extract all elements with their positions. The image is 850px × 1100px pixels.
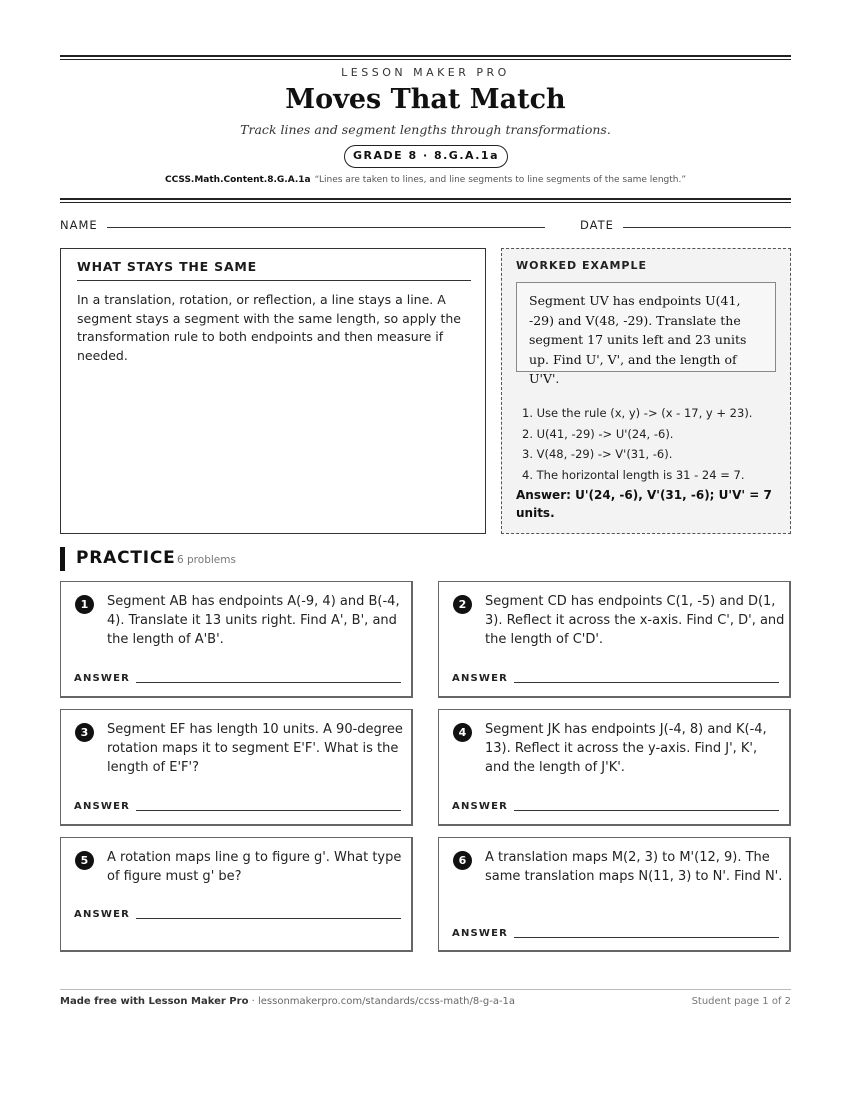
worksheet-subtitle: Track lines and segment lengths through transformations.	[240, 122, 611, 137]
problem-text: Segment JK has endpoints J(-4, 8) and K(-4, 13). Reflect it across the y-axis. Find J', K', and the length of J'K'.	[485, 722, 767, 775]
footer-url[interactable]: · lessonmakerpro.com/standards/ccss-math/8-g-a-1a	[248, 996, 516, 1007]
worked-example-step: 2. U(41, -29) -> U'(24, -6).	[522, 426, 674, 441]
problem-card-5	[60, 837, 413, 952]
header-bottom-rule	[60, 198, 791, 203]
answer-label: ANSWER	[452, 801, 509, 812]
problem-text: A translation maps M(2, 3) to M'(12, 9). The same translation maps N(11, 3) to N'. Find N'.	[485, 850, 783, 884]
problem-number: 1	[75, 595, 94, 614]
problem-number: 3	[75, 723, 94, 742]
problem-number: 2	[453, 595, 472, 614]
worked-example-problem: Segment UV has endpoints U(41, -29) and V(48, -29). Translate the segment 17 units left and 23 units up. Find U', V', and the length of U'V'.	[516, 282, 776, 372]
answer-label: ANSWER	[74, 673, 131, 684]
problem-card-1	[60, 581, 413, 698]
standard-code: CCSS.Math.Content.8.G.A.1a	[164, 175, 311, 185]
practice-accent-bar	[60, 547, 65, 571]
standard-text: “Lines are taken to lines, and line segments to line segments of the same length.”	[314, 175, 686, 185]
concept-box	[60, 248, 486, 534]
name-field[interactable]	[107, 227, 545, 228]
worked-example-heading: WORKED EXAMPLE	[516, 259, 647, 272]
footer-rule	[60, 989, 791, 990]
date-field[interactable]	[623, 227, 791, 228]
brand-name: LESSON MAKER PRO	[341, 66, 510, 79]
answer-label: ANSWER	[452, 673, 509, 684]
worksheet-title: Moves That Match	[285, 84, 566, 115]
grade-badge: GRADE 8 · 8.G.A.1a	[344, 145, 508, 168]
answer-field-4[interactable]	[514, 810, 779, 811]
problem-card-6	[438, 837, 791, 952]
concept-heading: WHAT STAYS THE SAME	[77, 259, 471, 281]
answer-field-3[interactable]	[136, 810, 401, 811]
standard-line	[60, 175, 791, 185]
answer-label: ANSWER	[452, 928, 509, 939]
answer-label: ANSWER	[74, 801, 131, 812]
problem-card-3	[60, 709, 413, 826]
answer-field-5[interactable]	[136, 918, 401, 919]
footer-made-with: Made free with Lesson Maker Pro	[60, 996, 249, 1007]
problem-text: Segment CD has endpoints C(1, -5) and D(1, 3). Reflect it across the x-axis. Find C', D', and the length of C'D'.	[485, 594, 785, 647]
name-label: NAME	[60, 218, 98, 232]
problem-card-2	[438, 581, 791, 698]
worked-example-box	[501, 248, 791, 534]
date-label: DATE	[580, 218, 614, 232]
problem-text: Segment AB has endpoints A(-9, 4) and B(-4, 4). Translate it 13 units right. Find A', B', and the length of A'B'.	[107, 594, 400, 647]
problem-number: 4	[453, 723, 472, 742]
footer-page-number: Student page 1 of 2	[691, 996, 791, 1007]
answer-field-2[interactable]	[514, 682, 779, 683]
answer-label: ANSWER	[74, 909, 131, 920]
worked-example-step: 3. V(48, -29) -> V'(31, -6).	[522, 447, 673, 461]
problem-text: A rotation maps line g to figure g'. What type of figure must g' be?	[107, 850, 402, 884]
answer-field-6[interactable]	[514, 937, 779, 938]
header-top-rule	[60, 55, 791, 60]
worked-example-step: 4. The horizontal length is 31 - 24 = 7.	[522, 467, 745, 482]
worked-example-step: 1. Use the rule (x, y) -> (x - 17, y + 23).	[522, 406, 753, 420]
problem-text: Segment EF has length 10 units. A 90-degree rotation maps it to segment E'F'. What is the length of E'F'?	[107, 722, 403, 775]
practice-title: PRACTICE	[76, 548, 176, 568]
practice-count: 6 problems	[177, 554, 236, 566]
concept-body: In a translation, rotation, or reflection, a line stays a line. A segment stays a segment with the same length, so apply the transformation rule to both endpoints and then measure if needed.	[77, 292, 461, 363]
worked-example-answer: Answer: U'(24, -6), V'(31, -6); U'V' = 7 units.	[516, 488, 772, 520]
problem-number: 6	[453, 851, 472, 870]
answer-field-1[interactable]	[136, 682, 401, 683]
footer-credit	[60, 996, 515, 1007]
problem-card-4	[438, 709, 791, 826]
worked-example-steps	[522, 403, 782, 485]
problem-number: 5	[75, 851, 94, 870]
